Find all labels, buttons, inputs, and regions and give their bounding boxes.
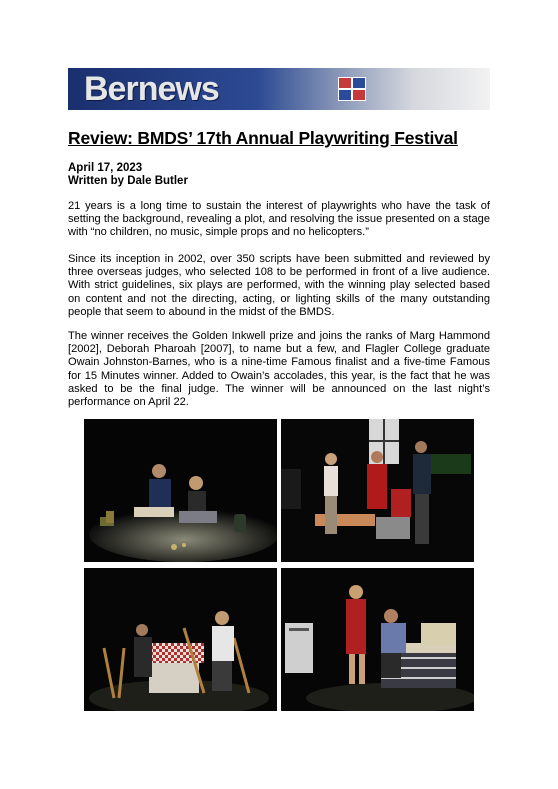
mini-logo-icon: [338, 77, 366, 101]
article-date: April 17, 2023: [68, 162, 143, 174]
stage-photo-table-scene: [84, 568, 277, 711]
stage-photo-image: [84, 419, 277, 562]
stage-photo-bench-scene: [281, 568, 474, 711]
stage-photo-image: [84, 568, 277, 711]
stage-photo-image: [281, 568, 474, 711]
article-title: Review: BMDS’ 17th Annual Playwriting Festival: [68, 128, 458, 148]
stage-photo-couple-on-floor: [84, 419, 277, 562]
article-paragraph: Since its inception in 2002, over 350 scripts have been submitted and reviewed by three overseas judges, who selected 108 to be performed in front of a live audience. With strict guidelines, six plays are performed, with the winning play selected based on content and not the directing, acting, or lighting skills of the many outstanding people that seem to abound in the midst of the BMDS.: [68, 253, 490, 318]
article-paragraph: The winner receives the Golden Inkwell prize and joins the ranks of Marg Hammond [2002], Deborah Pharoah [2007], to name but a few, and Flagler College graduate Owain Johnston-Barnes, who is a nine-time Famous finalist and a five-time Famous for 15 Minutes winner. Added to Owain’s accolades, this year, is the fact that he was asked to be the final judge. The winner will be announced on the last night’s performance on April 22.: [68, 330, 490, 409]
site-banner[interactable]: [68, 68, 490, 110]
article-paragraph: 21 years is a long time to sustain the interest of playwrights who have the task of setting the background, revealing a plot, and resolving the issue presented on a stage with “no children, no music, simple props and no helicopters.”: [68, 200, 490, 239]
article-byline: Written by Dale Butler: [68, 175, 188, 187]
site-logo[interactable]: Bernews: [84, 70, 219, 108]
stage-photo-image: [281, 419, 474, 562]
article-meta: [68, 162, 188, 188]
stage-photo-window-scene: [281, 419, 474, 562]
